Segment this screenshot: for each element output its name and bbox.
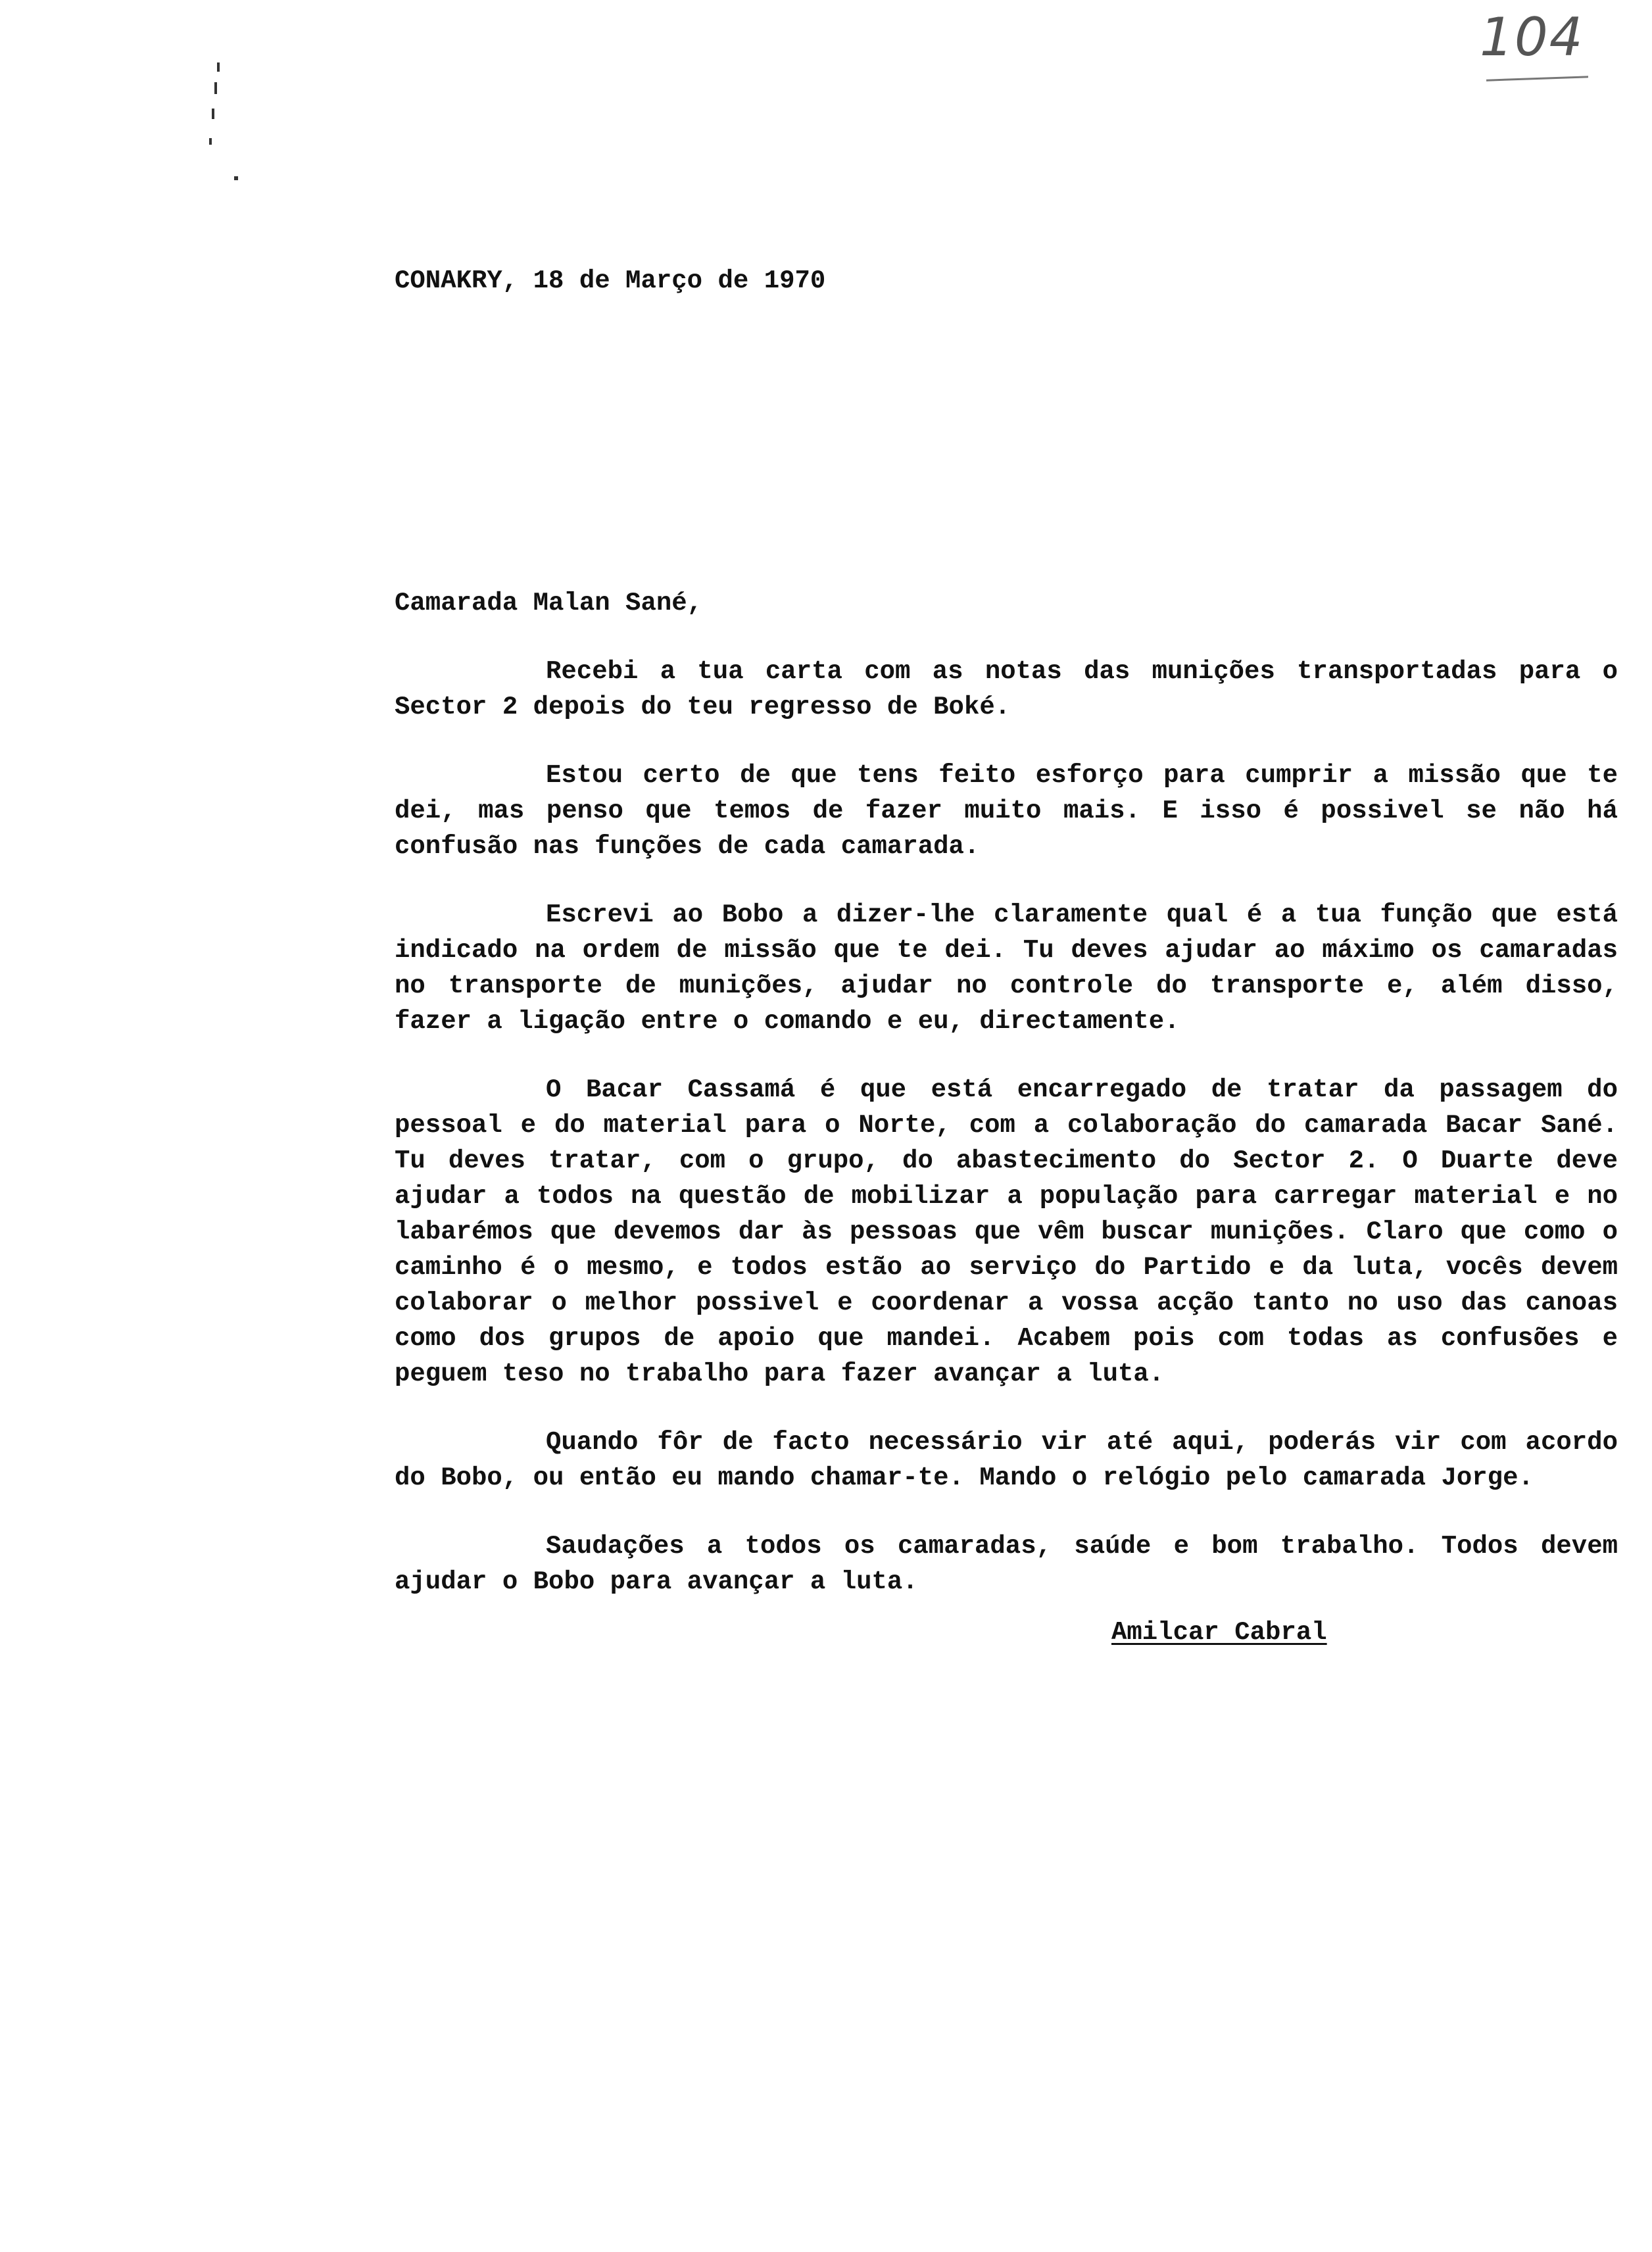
margin-mark [234, 176, 238, 180]
salutation: Camarada Malan Sané, [395, 589, 703, 618]
signature: Amilcar Cabral [1111, 1618, 1327, 1647]
margin-mark [212, 109, 214, 119]
paragraph-5: Quando fôr de facto necessário vir até aqui, poderás vir com acordo do Bobo, ou então eu mando chamar-te. Mando o relógio pelo camarada Jorge. [395, 1428, 1618, 1492]
paragraph-2: Estou certo de que tens feito esforço para cumprir a missão que te dei, mas penso que temos de fazer muito mais. E isso é possivel se não há confusão nas funções de cada camarada. [395, 761, 1618, 861]
archive-page-number: 104 [1480, 7, 1584, 68]
margin-mark [209, 138, 212, 145]
margin-mark [217, 62, 220, 72]
paragraph-3: Escrevi ao Bobo a dizer-lhe claramente qual é a tua função que está indicado na ordem de missão que te dei. Tu deves ajudar ao máximo os camaradas no transporte de munições, ajudar no controle do transporte e, além disso, fazer a ligação entre o comando e eu, directamente. [395, 900, 1618, 1036]
letter-body [395, 263, 1618, 1600]
dateline: CONAKRY, 18 de Março de 1970 [395, 266, 826, 295]
archive-number-underline [1486, 76, 1588, 81]
paragraph-1: Recebi a tua carta com as notas das munições transportadas para o Sector 2 depois do teu regresso de Boké. [395, 657, 1618, 722]
margin-mark [214, 82, 217, 94]
paragraph-4: O Bacar Cassamá é que está encarregado de tratar da passagem do pessoal e do material para o Norte, com a colaboração do camarada Bacar Sané. Tu deves tratar, com o grupo, do abastecimento do Sector 2. O Duarte deve ajudar a todos na questão de mobilizar a população para carregar material e no labarémos que devemos dar às pessoas que vêm buscar munições. Claro que como o caminho é o mesmo, e todos estão ao serviço do Partido e da luta, vocês devem colaborar o melhor possivel e coordenar a vossa acção tanto no uso das canoas como dos grupos de apoio que mandei. Acabem pois com todas as confusões e peguem teso no trabalho para fazer avançar a luta. [395, 1075, 1618, 1388]
paragraph-6: Saudações a todos os camaradas, saúde e bom trabalho. Todos devem ajudar o Bobo para avançar a luta. [395, 1532, 1618, 1596]
